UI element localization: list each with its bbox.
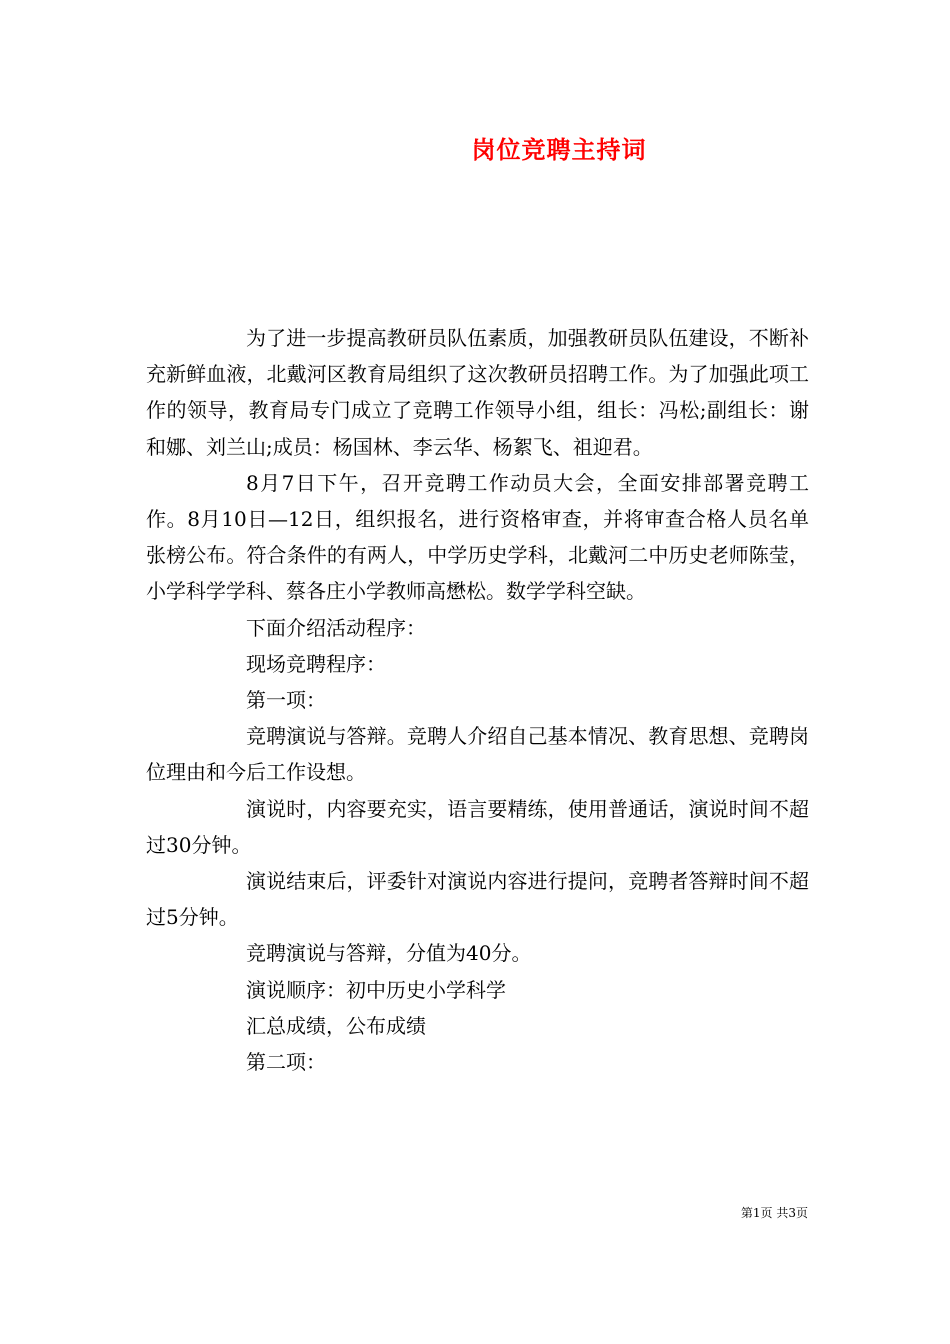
paragraph-procedure-intro: 下面介绍活动程序： xyxy=(246,615,426,640)
page-number: 第1页 共3页 xyxy=(740,1206,808,1220)
paragraph-speech-rules: 演说时，内容要充实，语言要精练，使用普通话，演说时间不超过30分钟。 xyxy=(146,796,809,857)
paragraph-results: 汇总成绩，公布成绩 xyxy=(246,1013,426,1038)
paragraph-item-one: 第一项： xyxy=(246,688,326,713)
paragraph-schedule: 8月7日下午，召开竞聘工作动员大会，全面安排部署竞聘工作。8月10日—12日，组织报名，进行资格审查，并将审查合格人员名单张榜公布。符合条件的有两人，中学历史学科，北戴河二中历史老师陈莹，小学科学学科、蔡各庄小学教师高懋松。数学学科空缺。 xyxy=(146,470,809,604)
paragraph-speech-defense: 竞聘演说与答辩。竞聘人介绍自己基本情况、教育思想、竞聘岗位理由和今后工作设想。 xyxy=(146,724,809,785)
paragraph-score: 竞聘演说与答辩，分值为40分。 xyxy=(246,941,532,966)
paragraph-order: 演说顺序：初中历史小学科学 xyxy=(246,977,506,1002)
document-title: 岗位竞聘主持词 xyxy=(471,135,647,164)
paragraph-intro: 为了进一步提高教研员队伍素质，加强教研员队伍建设，不断补充新鲜血液，北戴河区教育局组织了这次教研员招聘工作。为了加强此项工作的领导，教育局专门成立了竞聘工作领导小组，组长：冯松;副组长：谢和娜、刘兰山;成员：杨国林、李云华、杨絮飞、祖迎君。 xyxy=(146,326,809,459)
paragraph-qa-rules: 演说结束后，评委针对演说内容进行提问，竞聘者答辩时间不超过5分钟。 xyxy=(146,869,809,930)
paragraph-item-two: 第二项： xyxy=(246,1050,326,1075)
paragraph-onsite-procedure: 现场竞聘程序： xyxy=(246,651,386,676)
document-body xyxy=(146,320,809,1080)
